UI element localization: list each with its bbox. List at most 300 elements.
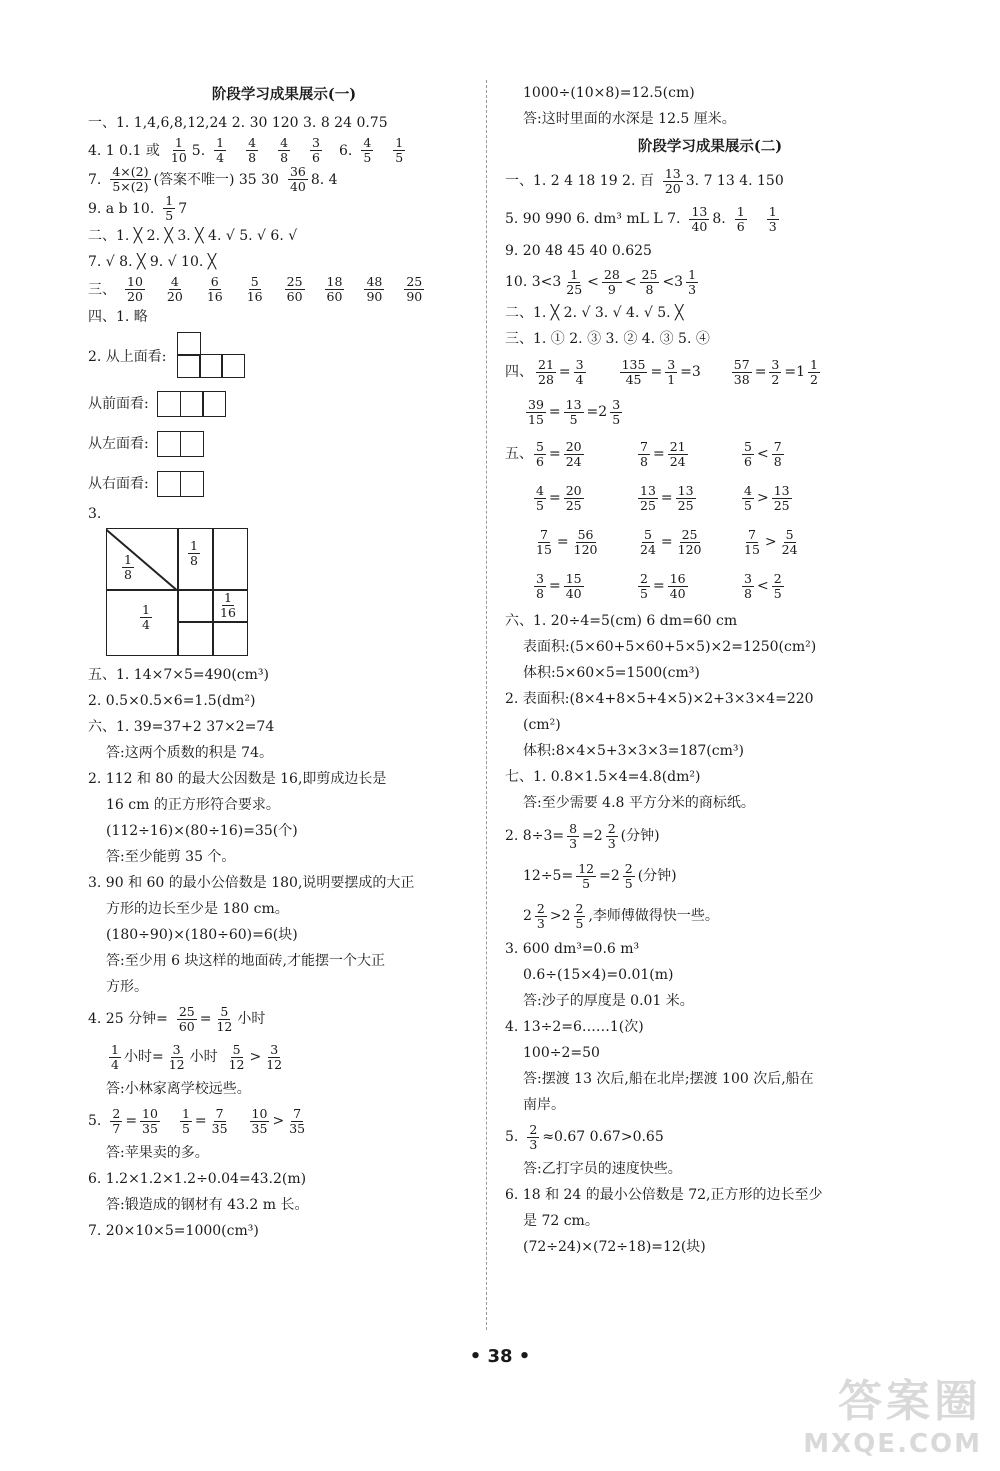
denominator: 16 bbox=[246, 289, 263, 304]
answer-text: <3 bbox=[662, 274, 684, 290]
denominator: 4 bbox=[142, 617, 150, 632]
answer-text: 5. bbox=[88, 1113, 102, 1129]
relation-sign: = bbox=[548, 578, 561, 594]
comparison-group bbox=[739, 528, 829, 557]
numerator: 1 bbox=[165, 193, 174, 208]
fraction bbox=[404, 275, 424, 304]
fraction bbox=[742, 484, 754, 513]
denominator: 28 bbox=[538, 371, 554, 387]
fraction bbox=[576, 862, 596, 891]
answer-text: 5. bbox=[191, 142, 206, 159]
view-left-row bbox=[88, 424, 480, 464]
answer-line: 四、 $\frac{21}{28}$ = $\frac{3}{4}$ $\frac{135}{45}$ = $\frac{3}{1}$ =3 $\frac{57}{38}$ = $\frac{3}{2}$ =1 $\frac{1}{2}$ bbox=[505, 356, 818, 387]
numerator: 1 bbox=[736, 203, 745, 219]
relation-sign: > bbox=[756, 490, 769, 506]
answer-text: =2 bbox=[582, 828, 603, 844]
denominator: 16 bbox=[220, 605, 236, 620]
answer-line: (112÷16)×(80÷16)=35(个) bbox=[106, 823, 298, 839]
denominator: 35 bbox=[142, 1120, 158, 1136]
comparison-group bbox=[531, 572, 635, 601]
numerator: 5 bbox=[232, 1041, 241, 1057]
numerator: 1 bbox=[181, 1105, 190, 1121]
comparison-group bbox=[635, 440, 739, 469]
fraction bbox=[742, 572, 754, 601]
answer-text: >2 bbox=[549, 908, 571, 924]
denominator: 3 bbox=[688, 281, 697, 297]
fraction bbox=[689, 205, 709, 234]
answer-text: 2 bbox=[523, 908, 532, 924]
denominator: 12 bbox=[228, 1056, 245, 1072]
fraction bbox=[169, 136, 189, 165]
fraction bbox=[620, 358, 648, 387]
numerator: 39 bbox=[528, 396, 544, 412]
answer-text: (分钟) bbox=[620, 828, 660, 844]
fraction bbox=[110, 1107, 122, 1136]
denominator: 8 bbox=[536, 585, 544, 601]
fraction bbox=[676, 528, 704, 557]
denominator: 3 bbox=[607, 835, 616, 851]
fraction bbox=[735, 205, 747, 234]
answer-line: 9. 20 48 45 40 0.625 bbox=[505, 243, 652, 259]
denominator: 15 bbox=[744, 541, 760, 557]
fraction bbox=[742, 440, 754, 469]
answer-text: 12÷5= bbox=[523, 868, 574, 884]
watermark-text: 答案圈 bbox=[838, 1376, 982, 1427]
fraction bbox=[534, 572, 546, 601]
answer-line: 16 cm 的正方形符合要求。 bbox=[106, 797, 280, 813]
answer-text: 小时 bbox=[237, 1011, 266, 1027]
comparison-group bbox=[531, 484, 635, 513]
fraction bbox=[606, 822, 618, 851]
numerator: 57 bbox=[733, 356, 750, 372]
numerator: 4 bbox=[536, 482, 544, 498]
answer-line: $\frac{39}{15}$ = $\frac{13}{5}$ =2 $\frac{3}{5}$ bbox=[528, 396, 621, 427]
fraction bbox=[742, 528, 762, 557]
denominator: 6 bbox=[312, 150, 320, 165]
fraction bbox=[110, 165, 150, 194]
answer-line bbox=[88, 136, 480, 165]
fraction bbox=[205, 275, 225, 304]
fraction bbox=[638, 484, 658, 513]
denominator: 90 bbox=[366, 289, 383, 304]
answer-text: 9. a b 10. bbox=[88, 200, 155, 217]
fraction bbox=[526, 398, 546, 427]
fraction bbox=[567, 822, 579, 851]
fraction bbox=[527, 1123, 539, 1152]
comparison-group bbox=[635, 484, 739, 513]
numerator: 1 bbox=[174, 135, 183, 150]
denominator: 5 bbox=[773, 585, 782, 601]
numerator: 3 bbox=[744, 570, 752, 586]
front-view-figure bbox=[159, 391, 227, 417]
answer-text: 7. bbox=[88, 171, 102, 188]
view-front-row bbox=[88, 384, 480, 424]
answer-line: 方形的边长至少是 180 cm。 bbox=[106, 901, 289, 917]
denominator: 2 bbox=[771, 371, 780, 387]
numerator: 15 bbox=[565, 570, 582, 586]
denominator: 40 bbox=[289, 179, 306, 194]
denominator: 8 bbox=[773, 453, 782, 469]
denominator: 8 bbox=[190, 553, 198, 568]
answer-text: ≈0.67 0.67>0.65 bbox=[542, 1129, 664, 1145]
answer-line: 10. 3<3 $\frac{1}{25}$ < $\frac{28}{9}$ < $\frac{25}{8}$ <3 $\frac{1}{3}$ bbox=[505, 266, 697, 297]
numerator: 2 bbox=[575, 900, 584, 916]
numerator: 10 bbox=[251, 1105, 268, 1121]
fraction bbox=[564, 484, 584, 513]
numerator: 7 bbox=[773, 438, 782, 454]
answer-text: 2. 从上面看: bbox=[88, 349, 167, 365]
answer-line: 五、1. 14×7×5=490(cm³) bbox=[88, 667, 270, 683]
fraction-square-figure bbox=[106, 528, 248, 656]
answer-line: 答:小林家离学校远些。 bbox=[106, 1081, 251, 1097]
answer-text: (分钟) bbox=[637, 868, 677, 884]
denominator: 25 bbox=[566, 281, 583, 297]
denominator: 5 bbox=[640, 585, 648, 601]
relation-sign: = bbox=[652, 578, 665, 594]
fraction bbox=[638, 528, 658, 557]
fraction bbox=[769, 358, 781, 387]
answer-line: 答:沙子的厚度是 0.01 米。 bbox=[523, 993, 694, 1009]
right-column bbox=[505, 80, 915, 1260]
denominator: 3 bbox=[529, 1136, 538, 1152]
denominator: 8 bbox=[645, 281, 654, 297]
answer-text: 小时 bbox=[189, 1049, 218, 1065]
relation-sign: = bbox=[652, 446, 665, 462]
fraction bbox=[165, 275, 185, 304]
numerator: 5 bbox=[785, 526, 794, 542]
denominator: 35 bbox=[289, 1120, 306, 1136]
answer-line: 方形。 bbox=[106, 979, 148, 995]
comparison-group bbox=[635, 528, 739, 557]
numerator: 2 bbox=[536, 900, 545, 916]
denominator: 9 bbox=[607, 281, 616, 297]
denominator: 25 bbox=[677, 497, 694, 513]
numerator: 21 bbox=[538, 356, 554, 372]
relation-sign: = bbox=[548, 446, 561, 462]
answer-text: 6. bbox=[338, 142, 353, 159]
denominator: 16 bbox=[206, 289, 223, 304]
denominator: 3 bbox=[768, 218, 777, 234]
numerator: 4 bbox=[280, 135, 289, 150]
answer-text: 小时= bbox=[123, 1049, 164, 1065]
numerator: 2 bbox=[640, 570, 648, 586]
answer-line: 体积:8×4×5+3×3×3=187(cm³) bbox=[523, 743, 744, 759]
fraction bbox=[163, 194, 175, 223]
numerator: 20 bbox=[565, 438, 582, 454]
fraction bbox=[536, 358, 556, 387]
fraction bbox=[564, 398, 584, 427]
denominator: 12 bbox=[266, 1056, 283, 1072]
denominator: 6 bbox=[736, 218, 745, 234]
denominator: 40 bbox=[565, 585, 582, 601]
fraction bbox=[772, 484, 792, 513]
top-view-figure bbox=[177, 332, 257, 382]
fraction bbox=[210, 1107, 230, 1136]
fraction bbox=[686, 268, 698, 297]
numerator: 1 bbox=[216, 135, 225, 150]
denominator: 5 bbox=[363, 150, 372, 165]
fraction bbox=[663, 167, 683, 196]
answer-text: 5. bbox=[505, 1129, 519, 1145]
numerator: 1 bbox=[810, 356, 818, 372]
fraction bbox=[535, 902, 547, 931]
relation-sign: > bbox=[764, 534, 777, 550]
fraction bbox=[602, 268, 622, 297]
denominator: 8 bbox=[248, 150, 257, 165]
answer-line: 7. √ 8. ╳ 9. √ 10. ╳ bbox=[88, 254, 217, 270]
answer-line: (72÷24)×(72÷18)=12(块) bbox=[523, 1239, 706, 1255]
fraction bbox=[564, 572, 584, 601]
comparison-group bbox=[531, 528, 635, 557]
answer-text: 从前面看: bbox=[88, 396, 149, 412]
denominator: 5 bbox=[612, 411, 621, 427]
fraction bbox=[767, 205, 779, 234]
fraction bbox=[218, 591, 238, 620]
answer-text: 8. bbox=[712, 211, 726, 227]
answer-line: 100÷2=50 bbox=[523, 1045, 600, 1061]
answer-line: 答:苹果卖的多。 bbox=[106, 1145, 209, 1161]
denominator: 20 bbox=[166, 289, 183, 304]
fraction bbox=[668, 440, 688, 469]
comparison-group bbox=[739, 484, 829, 513]
numerator: 48 bbox=[366, 274, 383, 289]
answer-line: 是 72 cm。 bbox=[523, 1213, 599, 1229]
answer-line: 2. 112 和 80 的最大公因数是 16,即剪成边长是 bbox=[88, 771, 387, 787]
answer-line: 答:摆渡 13 次后,船在北岸;摆渡 100 次后,船在 bbox=[523, 1071, 814, 1087]
numerator: 16 bbox=[669, 570, 686, 586]
denominator: 24 bbox=[565, 453, 582, 469]
denominator: 5 bbox=[181, 1120, 190, 1136]
fraction bbox=[638, 440, 650, 469]
numerator: 2 bbox=[529, 1121, 538, 1137]
answer-line bbox=[505, 896, 915, 936]
answer-text: 10. 3<3 bbox=[505, 274, 562, 290]
numerator: 25 bbox=[641, 266, 658, 282]
numerator: 7 bbox=[293, 1105, 302, 1121]
answer-text: =2 bbox=[599, 868, 620, 884]
denominator: 15 bbox=[528, 411, 544, 427]
fraction bbox=[227, 1043, 247, 1072]
denominator: 35 bbox=[211, 1120, 228, 1136]
answer-line: 答:这时里面的水深是 12.5 厘米。 bbox=[523, 111, 736, 127]
answer-text: 2. 8÷3= bbox=[505, 828, 565, 844]
denominator: 120 bbox=[573, 541, 598, 557]
left-column bbox=[88, 80, 480, 1244]
answer-line: 答:这两个质数的积是 74。 bbox=[106, 745, 273, 761]
answer-text: 四、 bbox=[505, 364, 533, 380]
fraction bbox=[665, 358, 677, 387]
answer-line: 0.6÷(15×4)=0.01(m) bbox=[523, 967, 674, 983]
numerator: 3 bbox=[667, 356, 676, 372]
numerator: 1 bbox=[688, 266, 697, 282]
fraction bbox=[676, 484, 696, 513]
section-label: 五、 bbox=[505, 446, 533, 462]
denominator: 20 bbox=[127, 289, 143, 304]
numerator: 2 bbox=[624, 860, 633, 876]
answer-text: 5. 90 990 6. dm³ mL L 7. bbox=[505, 211, 681, 227]
answer-line: 5. $\frac{2}{7}$ = $\frac{10}{35}$ $\frac{1}{5}$ = $\frac{7}{35}$ $\frac{10}{35}$ > $\frac{7}{35}$ bbox=[88, 1105, 306, 1136]
answer-text: ,李师傅做得快一些。 bbox=[588, 908, 719, 924]
numerator: 13 bbox=[664, 165, 681, 181]
fraction bbox=[564, 268, 584, 297]
numerator: 36 bbox=[289, 164, 306, 179]
fraction bbox=[180, 1107, 192, 1136]
numerator: 3 bbox=[771, 356, 780, 372]
numerator: 5 bbox=[643, 526, 652, 542]
relation-sign: = bbox=[660, 490, 673, 506]
denominator: 4 bbox=[575, 371, 584, 387]
denominator: 90 bbox=[406, 289, 423, 304]
comparison-group bbox=[739, 440, 829, 469]
numerator: 2 bbox=[607, 820, 616, 836]
fraction bbox=[167, 1043, 187, 1072]
answer-line: (180÷90)×(180÷60)=6(块) bbox=[106, 927, 298, 943]
fraction bbox=[278, 136, 290, 165]
numerator: 13 bbox=[640, 482, 656, 498]
answer-line: 二、1. ╳ 2. √ 3. √ 4. √ 5. ╳ bbox=[505, 305, 684, 321]
right-view-figure bbox=[159, 471, 204, 497]
fraction bbox=[623, 862, 635, 891]
fraction bbox=[109, 1043, 121, 1072]
numerator: 25 bbox=[406, 274, 423, 289]
numerator: 1 bbox=[142, 602, 150, 617]
answer-line bbox=[505, 1118, 915, 1156]
fraction bbox=[668, 572, 688, 601]
numerator: 7 bbox=[215, 1105, 224, 1121]
left-view-figure bbox=[159, 431, 204, 457]
watermark-text: MXQE.COM bbox=[803, 1429, 982, 1459]
answer-line: 六、1. 39=37+2 37×2=74 bbox=[88, 719, 275, 735]
fraction bbox=[246, 136, 258, 165]
numerator: 3 bbox=[312, 135, 320, 150]
answer-text: 从左面看: bbox=[88, 436, 149, 452]
answer-line: 2. 表面积:(8×4+8×5+4×5)×2+3×3×4=220 bbox=[505, 691, 814, 707]
denominator: 5 bbox=[536, 497, 544, 513]
numerator: 3 bbox=[575, 356, 584, 372]
answer-text: 4. 25 分钟= bbox=[88, 1011, 168, 1027]
answer-line bbox=[505, 200, 915, 238]
denominator: 35 bbox=[251, 1120, 268, 1136]
numerator: 5 bbox=[744, 438, 752, 454]
answer-line: 三、1. ① 2. ③ 3. ② 4. ③ 5. ④ bbox=[505, 331, 710, 347]
denominator: 10 bbox=[170, 150, 187, 165]
fraction bbox=[140, 1107, 160, 1136]
fraction bbox=[572, 528, 600, 557]
numerator: 5 bbox=[536, 438, 544, 454]
numerator: 1 bbox=[124, 552, 132, 567]
comparison-row bbox=[505, 520, 915, 564]
fraction bbox=[140, 603, 152, 632]
section-five-comparisons bbox=[505, 432, 915, 608]
comparison-row bbox=[505, 564, 915, 608]
denominator: 25 bbox=[565, 497, 582, 513]
denominator: 5 bbox=[165, 208, 174, 223]
fraction bbox=[732, 358, 752, 387]
denominator: 4 bbox=[216, 150, 225, 165]
page-number: • 38 • bbox=[469, 1346, 531, 1367]
fraction bbox=[264, 1043, 284, 1072]
fraction bbox=[393, 136, 405, 165]
numerator: 6 bbox=[210, 274, 219, 289]
fraction bbox=[310, 136, 322, 165]
fraction bbox=[214, 136, 226, 165]
numerator: 7 bbox=[539, 526, 548, 542]
comparison-group bbox=[635, 572, 739, 601]
numerator: 10 bbox=[142, 1105, 158, 1121]
denominator: 3 bbox=[569, 835, 578, 851]
view-right-row bbox=[88, 464, 480, 504]
fraction bbox=[364, 275, 384, 304]
relation-sign: < bbox=[756, 446, 769, 462]
section-title-2: 阶段学习成果展示(二) bbox=[637, 138, 783, 155]
answer-text: 7 bbox=[178, 200, 188, 217]
fraction bbox=[640, 268, 660, 297]
denominator: 12 bbox=[216, 1018, 233, 1034]
fraction bbox=[122, 553, 134, 582]
answer-line bbox=[505, 856, 915, 896]
denominator: 60 bbox=[326, 289, 343, 304]
numerator: 1 bbox=[570, 266, 579, 282]
denominator: 8 bbox=[280, 150, 289, 165]
answer-line: $\frac{1}{4}$ 小时= $\frac{3}{12}$ 小时 $\frac{5}{12}$ > $\frac{3}{12}$ bbox=[111, 1041, 283, 1072]
fraction bbox=[250, 1107, 270, 1136]
numerator: 7 bbox=[747, 526, 756, 542]
relation-sign: = bbox=[556, 534, 569, 550]
numerator: 20 bbox=[565, 482, 582, 498]
answer-line: 体积:5×60×5=1500(cm³) bbox=[523, 665, 700, 681]
answer-line bbox=[88, 165, 480, 194]
numerator: 5 bbox=[250, 274, 259, 289]
denominator: 60 bbox=[178, 1018, 195, 1034]
numerator: 25 bbox=[178, 1003, 195, 1019]
fraction bbox=[574, 902, 586, 931]
answer-line: 答:至少需要 4.8 平方分米的商标纸。 bbox=[523, 795, 755, 811]
fraction bbox=[245, 275, 265, 304]
numerator: 18 bbox=[326, 274, 343, 289]
denominator: 60 bbox=[286, 289, 303, 304]
denominator: 45 bbox=[625, 371, 642, 387]
denominator: 5 bbox=[582, 875, 591, 891]
answer-line: 7. 20×10×5=1000(cm³) bbox=[88, 1223, 259, 1239]
fraction bbox=[564, 440, 584, 469]
answer-line: 六、1. 20÷4=5(cm) 6 dm=60 cm bbox=[505, 613, 738, 629]
numerator: 13 bbox=[691, 203, 708, 219]
fraction bbox=[534, 440, 546, 469]
answer-line: 答:锻造成的钢材有 43.2 m 长。 bbox=[106, 1197, 309, 1213]
numerator: 135 bbox=[621, 356, 646, 372]
comparison-group bbox=[531, 440, 635, 469]
denominator: 1 bbox=[667, 371, 676, 387]
view-top-row bbox=[88, 330, 480, 384]
numerator: 25 bbox=[681, 526, 698, 542]
numerator: 13 bbox=[773, 482, 790, 498]
numerator: 13 bbox=[565, 396, 582, 412]
relation-sign: = bbox=[548, 490, 561, 506]
denominator: 3 bbox=[536, 915, 545, 931]
fraction bbox=[534, 484, 546, 513]
numerator: 10 bbox=[127, 274, 143, 289]
numerator: 1 bbox=[395, 135, 404, 150]
answer-line: 一、1. 1,4,6,8,12,24 2. 30 120 3. 8 24 0.75 bbox=[88, 115, 388, 131]
answer-text: 4. 1 0.1 或 bbox=[88, 142, 160, 159]
fraction bbox=[534, 528, 554, 557]
numerator: 1 bbox=[223, 590, 232, 605]
numerator: 3 bbox=[536, 570, 544, 586]
denominator: 20 bbox=[664, 180, 681, 196]
denominator: 6 bbox=[536, 453, 544, 469]
fraction bbox=[287, 1107, 307, 1136]
section-title-1: 阶段学习成果展示(一) bbox=[211, 86, 357, 103]
